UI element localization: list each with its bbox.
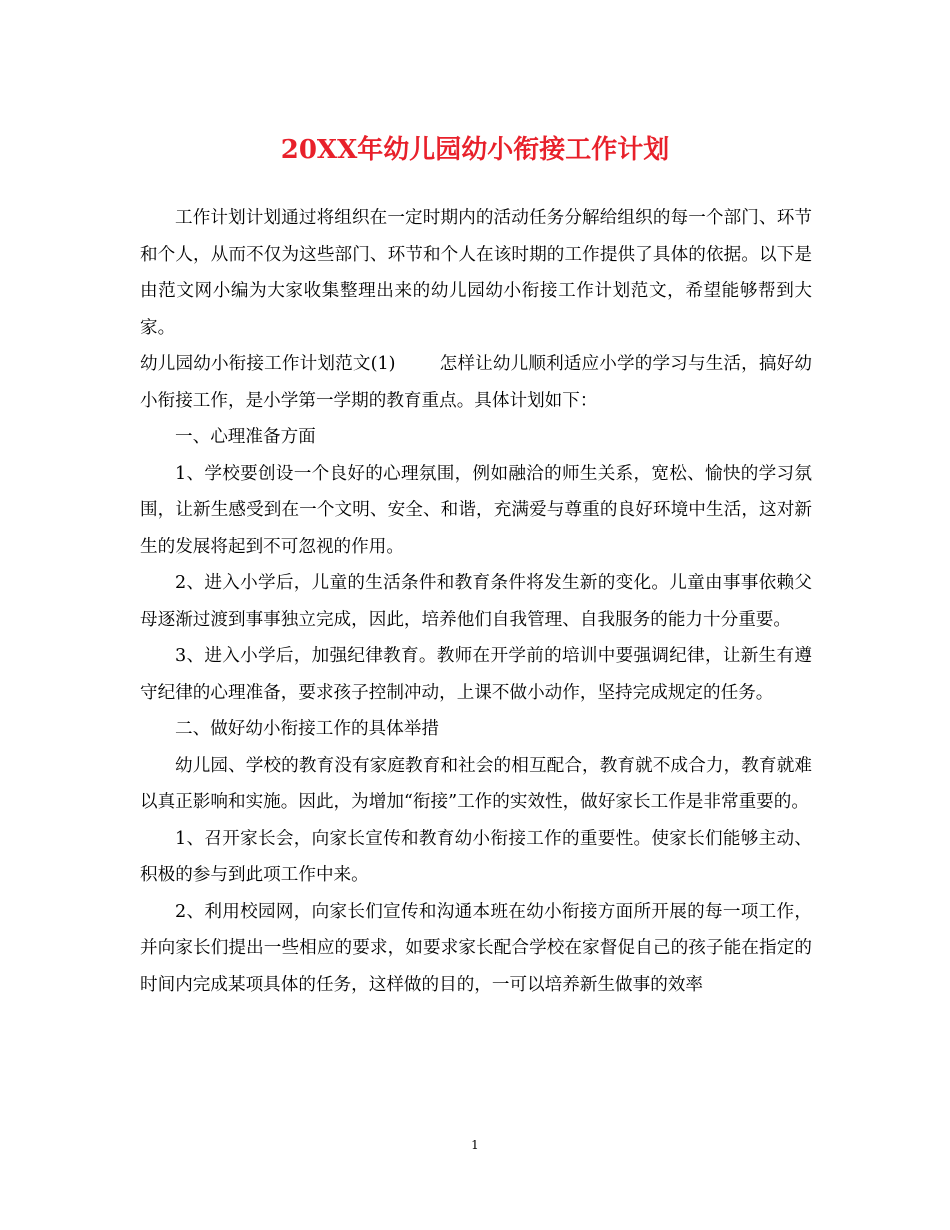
sample-paragraph (140, 346, 812, 419)
section2-intro: 幼儿园、学校的教育没有家庭教育和社会的相互配合，教育就不成合力，教育就难以真正影响和实施。因此，为增加“衔接”工作的实效性，做好家长工作是非常重要的。 (140, 755, 812, 812)
page-number: 1 (471, 1138, 479, 1152)
section1-item-1: 1、学校要创设一个良好的心理氛围，例如融洽的师生关系，宽松、愉快的学习氛围，让新生感受到在一个文明、安全、和谐，充满爱与尊重的良好环境中生活，这对新生的发展将起到不可忽视的作用。 (140, 463, 812, 557)
sample-intro: 怎样让幼儿顺利适应小学的学习与生活，搞好幼小衔接工作，是小学第一学期的教育重点。具体计划如下： (140, 354, 812, 411)
sample-heading: 幼儿园幼小衔接工作计划范文(1) (140, 354, 396, 374)
intro-paragraph: 工作计划计划通过将组织在一定时期内的活动任务分解给组织的每一个部门、环节和个人，从而不仅为这些部门、环节和个人在该时期的工作提供了具体的依据。以下是由范文网小编为大家收集整理出来的幼儿园幼小衔接工作计划范文，希望能够帮到大家。 (140, 208, 812, 338)
section2-item-2: 2、利用校园网，向家长们宣传和沟通本班在幼小衔接方面所开展的每一项工作，并向家长们提出一些相应的要求，如要求家长配合学校在家督促自己的孩子能在指定的时间内完成某项具体的任务，这样做的目的，一可以培养新生做事的效率 (140, 901, 812, 995)
section2-item-1: 1、召开家长会，向家长宣传和教育幼小衔接工作的重要性。使家长们能够主动、积极的参与到此项工作中来。 (140, 828, 812, 885)
section-heading-1: 一、心理准备方面 (175, 427, 316, 447)
section1-item-2: 2、进入小学后，儿童的生活条件和教育条件将发生新的变化。儿童由事事依赖父母逐渐过渡到事事独立完成，因此，培养他们自我管理、自我服务的能力十分重要。 (140, 573, 812, 630)
section1-item-3: 3、进入小学后，加强纪律教育。教师在开学前的培训中要强调纪律，让新生有遵守纪律的心理准备，要求孩子控制冲动，上课不做小动作，坚持完成规定的任务。 (140, 646, 812, 703)
document-body (140, 200, 812, 1003)
document-title: 20XX年幼儿园幼小衔接工作计划 (280, 135, 670, 165)
section-heading-2: 二、做好幼小衔接工作的具体举措 (175, 719, 439, 739)
